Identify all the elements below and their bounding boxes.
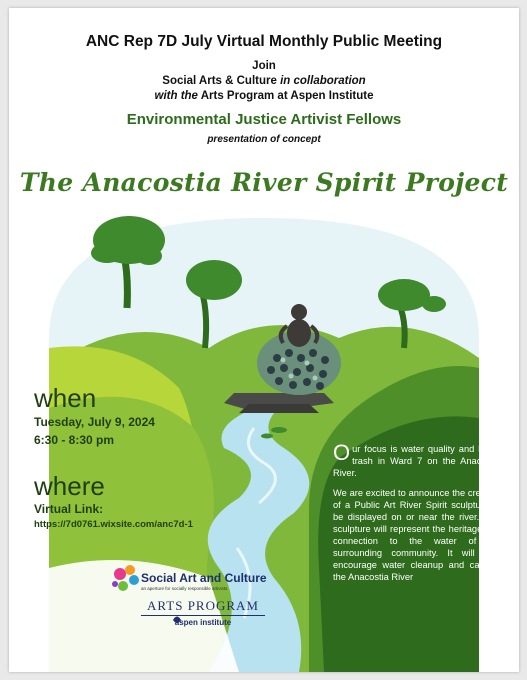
when-section: [34, 383, 155, 449]
partner-name: Arts Program at Aspen Institute: [200, 90, 374, 102]
collaboration-line-2: [9, 89, 519, 104]
where-section: [34, 471, 193, 532]
org-name: Social Arts & Culture: [162, 75, 277, 87]
sac-name: Social Art and Culture: [141, 571, 267, 585]
description-block: [333, 440, 501, 591]
where-heading: where: [34, 471, 105, 501]
meeting-title: ANC Rep 7D July Virtual Monthly Public Meeting: [85, 33, 443, 50]
logo-divider: [141, 615, 265, 616]
collab-phrase: in collaboration: [280, 75, 366, 87]
virtual-link[interactable]: https://7d0761.wixsite.com/anc7d-1: [34, 519, 193, 530]
drop-cap: O: [333, 440, 351, 465]
description-para-1: [333, 440, 501, 479]
project-title: The Anacostia River Spirit Project: [19, 168, 509, 197]
sac-tagline: an aperture for socially responsible artivists: [141, 586, 228, 591]
description-para-2: We are excited to announce the creation of a Public Art River Spirit sculpture to be displayed on or near the river. This sculpture will represent the heritage and connection to the water of the surrounding community. It will also encourage water cleanup and care of the Anacostia River: [333, 488, 501, 582]
when-heading: when: [34, 383, 97, 413]
fellows-heading: Environmental Justice Artivist Fellows: [126, 111, 402, 128]
presentation-subtitle: presentation of concept: [207, 134, 321, 145]
arts-program-text: ARTS PROGRAM: [147, 598, 259, 613]
aspen-institute-text: aspen institute: [174, 618, 232, 627]
event-date: Tuesday, July 9, 2024: [34, 415, 155, 429]
focus-text: ur focus is water quality and bottle trash in Ward 7 on the Anacostia River.: [333, 444, 501, 478]
join-text: Join: [252, 60, 276, 72]
collaboration-line-1: [9, 74, 519, 89]
event-time: 6:30 - 8:30 pm: [34, 433, 115, 447]
flyer: [9, 8, 519, 672]
flyer-header: [9, 32, 519, 146]
virtual-link-label: Virtual Link:: [34, 502, 104, 516]
collab-with: with the: [154, 90, 198, 102]
arts-program-logo: [138, 598, 268, 628]
